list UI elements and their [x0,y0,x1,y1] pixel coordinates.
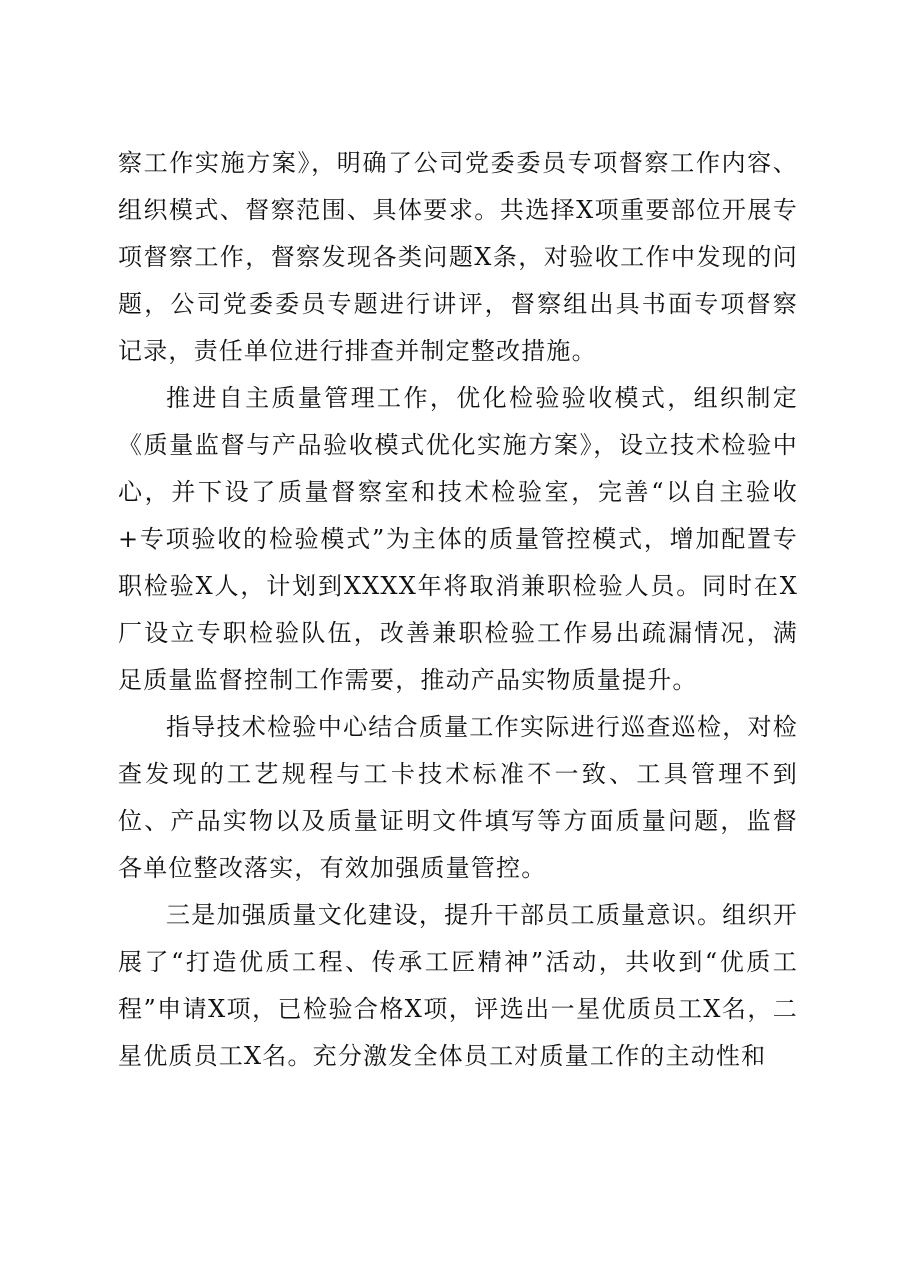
paragraph-continuation: 察工作实施方案》，明确了公司党委委员专项督察工作内容、组织模式、督察范围、具体要求。共选择X项重要部位开展专项督察工作，督察发现各类问题X条，对验收工作中发现的问题，公司党委委员专题进行讲评，督察组出具书面专项督察记录，责任单位进行排查并制定整改措施。 [118,149,798,365]
paragraph-quality-culture: 三是加强质量文化建设，提升干部员工质量意识。组织开展了“打造优质工程、传承工匠精神”活动，共收到“优质工程”申请X项，已检验合格X项，评选出一星优质员工X名，二星优质员工X名。充分激发全体员工对质量工作的主动性和 [118,901,798,1070]
paragraph-quality-management: 推进自主质量管理工作，优化检验验收模式，组织制定《质量监督与产品验收模式优化实施方案》，设立技术检验中心，并下设了质量督察室和技术检验室，完善“以自主验收+专项验收的检验模式”为主体的质量管控模式，增加配置专职检验X人，计划到XXXX年将取消兼职检验人员。同时在X厂设立专职检验队伍，改善兼职检验工作易出疏漏情况，满足质量监督控制工作需要，推动产品实物质量提升。 [118,384,798,694]
document-body [118,140,798,1080]
paragraph-inspection-guidance: 指导技术检验中心结合质量工作实际进行巡查巡检，对检查发现的工艺规程与工卡技术标准不一致、工具管理不到位、产品实物以及质量证明文件填写等方面质量问题，监督各单位整改落实，有效加强质量管控。 [118,713,798,882]
